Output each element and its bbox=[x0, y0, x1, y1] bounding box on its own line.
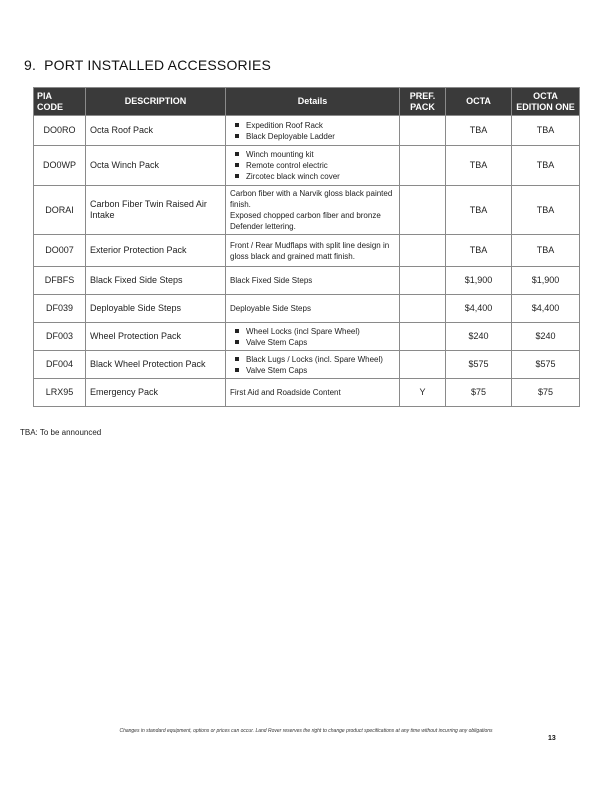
pia-code-cell: DO0RO bbox=[34, 116, 86, 146]
table-row bbox=[34, 146, 580, 186]
footnote: TBA: To be announced bbox=[20, 428, 102, 437]
description-cell: Emergency Pack bbox=[86, 379, 226, 407]
header-pia-code: PIA CODE bbox=[34, 88, 86, 116]
section-number: 9. bbox=[24, 57, 37, 73]
pia-code-cell: DORAI bbox=[34, 186, 86, 235]
header-octa: OCTA bbox=[446, 88, 512, 116]
details-text: Deployable Side Steps bbox=[230, 304, 311, 313]
pref-pack-cell bbox=[400, 351, 446, 379]
pref-pack-cell bbox=[400, 267, 446, 295]
pref-pack-cell bbox=[400, 295, 446, 323]
disclaimer: Changes in standard equipment, options or prices can occur. Land Rover reserves the right to change product specifications at any time without incurring any obligations bbox=[119, 728, 493, 734]
details-bullet-list bbox=[230, 149, 395, 182]
details-cell bbox=[226, 235, 400, 267]
description-cell: Octa Winch Pack bbox=[86, 146, 226, 186]
table-body bbox=[34, 116, 580, 407]
header-pref-pack: PREF. PACK bbox=[400, 88, 446, 116]
octa-price-cell: $4,400 bbox=[446, 295, 512, 323]
description-cell: Exterior Protection Pack bbox=[86, 235, 226, 267]
edition-one-price-cell: $1,900 bbox=[512, 267, 580, 295]
details-bullet-item: Remote control electric bbox=[246, 160, 395, 171]
pref-pack-cell bbox=[400, 186, 446, 235]
details-bullet-list bbox=[230, 326, 395, 348]
table-row bbox=[34, 267, 580, 295]
header-description: DESCRIPTION bbox=[86, 88, 226, 116]
pia-code-cell: DF039 bbox=[34, 295, 86, 323]
details-bullet-item: Winch mounting kit bbox=[246, 149, 395, 160]
pia-code-cell: DO007 bbox=[34, 235, 86, 267]
pref-pack-cell bbox=[400, 235, 446, 267]
edition-one-price-cell: TBA bbox=[512, 146, 580, 186]
pref-pack-cell bbox=[400, 323, 446, 351]
description-cell: Octa Roof Pack bbox=[86, 116, 226, 146]
details-text: Black Fixed Side Steps bbox=[230, 276, 313, 285]
details-cell bbox=[226, 351, 400, 379]
details-bullet-item: Black Deployable Ladder bbox=[246, 131, 395, 142]
octa-price-cell: $575 bbox=[446, 351, 512, 379]
octa-price-cell: TBA bbox=[446, 146, 512, 186]
pia-code-cell: DO0WP bbox=[34, 146, 86, 186]
table-row bbox=[34, 186, 580, 235]
pia-code-cell: DF004 bbox=[34, 351, 86, 379]
description-cell: Black Fixed Side Steps bbox=[86, 267, 226, 295]
details-cell bbox=[226, 379, 400, 407]
description-cell: Deployable Side Steps bbox=[86, 295, 226, 323]
details-cell bbox=[226, 295, 400, 323]
accessories-table bbox=[33, 87, 580, 407]
details-cell bbox=[226, 116, 400, 146]
table-row bbox=[34, 295, 580, 323]
details-text: Carbon fiber with a Narvik gloss black painted finish. Exposed chopped carbon fiber and bronze Defender lettering. bbox=[230, 189, 393, 231]
edition-one-price-cell: TBA bbox=[512, 116, 580, 146]
details-bullet-item: Valve Stem Caps bbox=[246, 337, 395, 348]
section-title bbox=[24, 57, 271, 73]
octa-price-cell: TBA bbox=[446, 235, 512, 267]
pia-code-cell: LRX95 bbox=[34, 379, 86, 407]
edition-one-price-cell: TBA bbox=[512, 186, 580, 235]
details-bullet-item: Valve Stem Caps bbox=[246, 365, 395, 376]
details-text: Front / Rear Mudflaps with split line design in gloss black and grained matt finish. bbox=[230, 240, 390, 261]
description-cell: Wheel Protection Pack bbox=[86, 323, 226, 351]
octa-price-cell: $75 bbox=[446, 379, 512, 407]
description-cell: Black Wheel Protection Pack bbox=[86, 351, 226, 379]
edition-one-price-cell: $75 bbox=[512, 379, 580, 407]
octa-price-cell: $1,900 bbox=[446, 267, 512, 295]
octa-price-cell: TBA bbox=[446, 186, 512, 235]
octa-price-cell: TBA bbox=[446, 116, 512, 146]
pref-pack-cell bbox=[400, 116, 446, 146]
description-cell: Carbon Fiber Twin Raised Air Intake bbox=[86, 186, 226, 235]
table-row bbox=[34, 116, 580, 146]
header-details: Details bbox=[226, 88, 400, 116]
header-octa-edition-one: OCTA EDITION ONE bbox=[512, 88, 580, 116]
details-cell bbox=[226, 323, 400, 351]
details-cell bbox=[226, 267, 400, 295]
pref-pack-cell bbox=[400, 146, 446, 186]
table-row bbox=[34, 323, 580, 351]
section-heading: PORT INSTALLED ACCESSORIES bbox=[44, 57, 272, 73]
pia-code-cell: DFBFS bbox=[34, 267, 86, 295]
edition-one-price-cell: $575 bbox=[512, 351, 580, 379]
details-bullet-item: Expedition Roof Rack bbox=[246, 120, 395, 131]
pref-pack-cell: Y bbox=[400, 379, 446, 407]
pia-code-cell: DF003 bbox=[34, 323, 86, 351]
octa-price-cell: $240 bbox=[446, 323, 512, 351]
table-row bbox=[34, 379, 580, 407]
details-cell bbox=[226, 146, 400, 186]
details-bullet-list bbox=[230, 354, 395, 376]
details-bullet-item: Black Lugs / Locks (incl. Spare Wheel) bbox=[246, 354, 395, 365]
table-row bbox=[34, 235, 580, 267]
page-number: 13 bbox=[548, 735, 556, 742]
edition-one-price-cell: $4,400 bbox=[512, 295, 580, 323]
details-cell bbox=[226, 186, 400, 235]
table-row bbox=[34, 351, 580, 379]
details-bullet-item: Zircotec black winch cover bbox=[246, 171, 395, 182]
details-bullet-item: Wheel Locks (incl Spare Wheel) bbox=[246, 326, 395, 337]
details-text: First Aid and Roadside Content bbox=[230, 388, 341, 397]
edition-one-price-cell: TBA bbox=[512, 235, 580, 267]
edition-one-price-cell: $240 bbox=[512, 323, 580, 351]
details-bullet-list bbox=[230, 120, 395, 142]
table-header-row bbox=[34, 88, 580, 116]
